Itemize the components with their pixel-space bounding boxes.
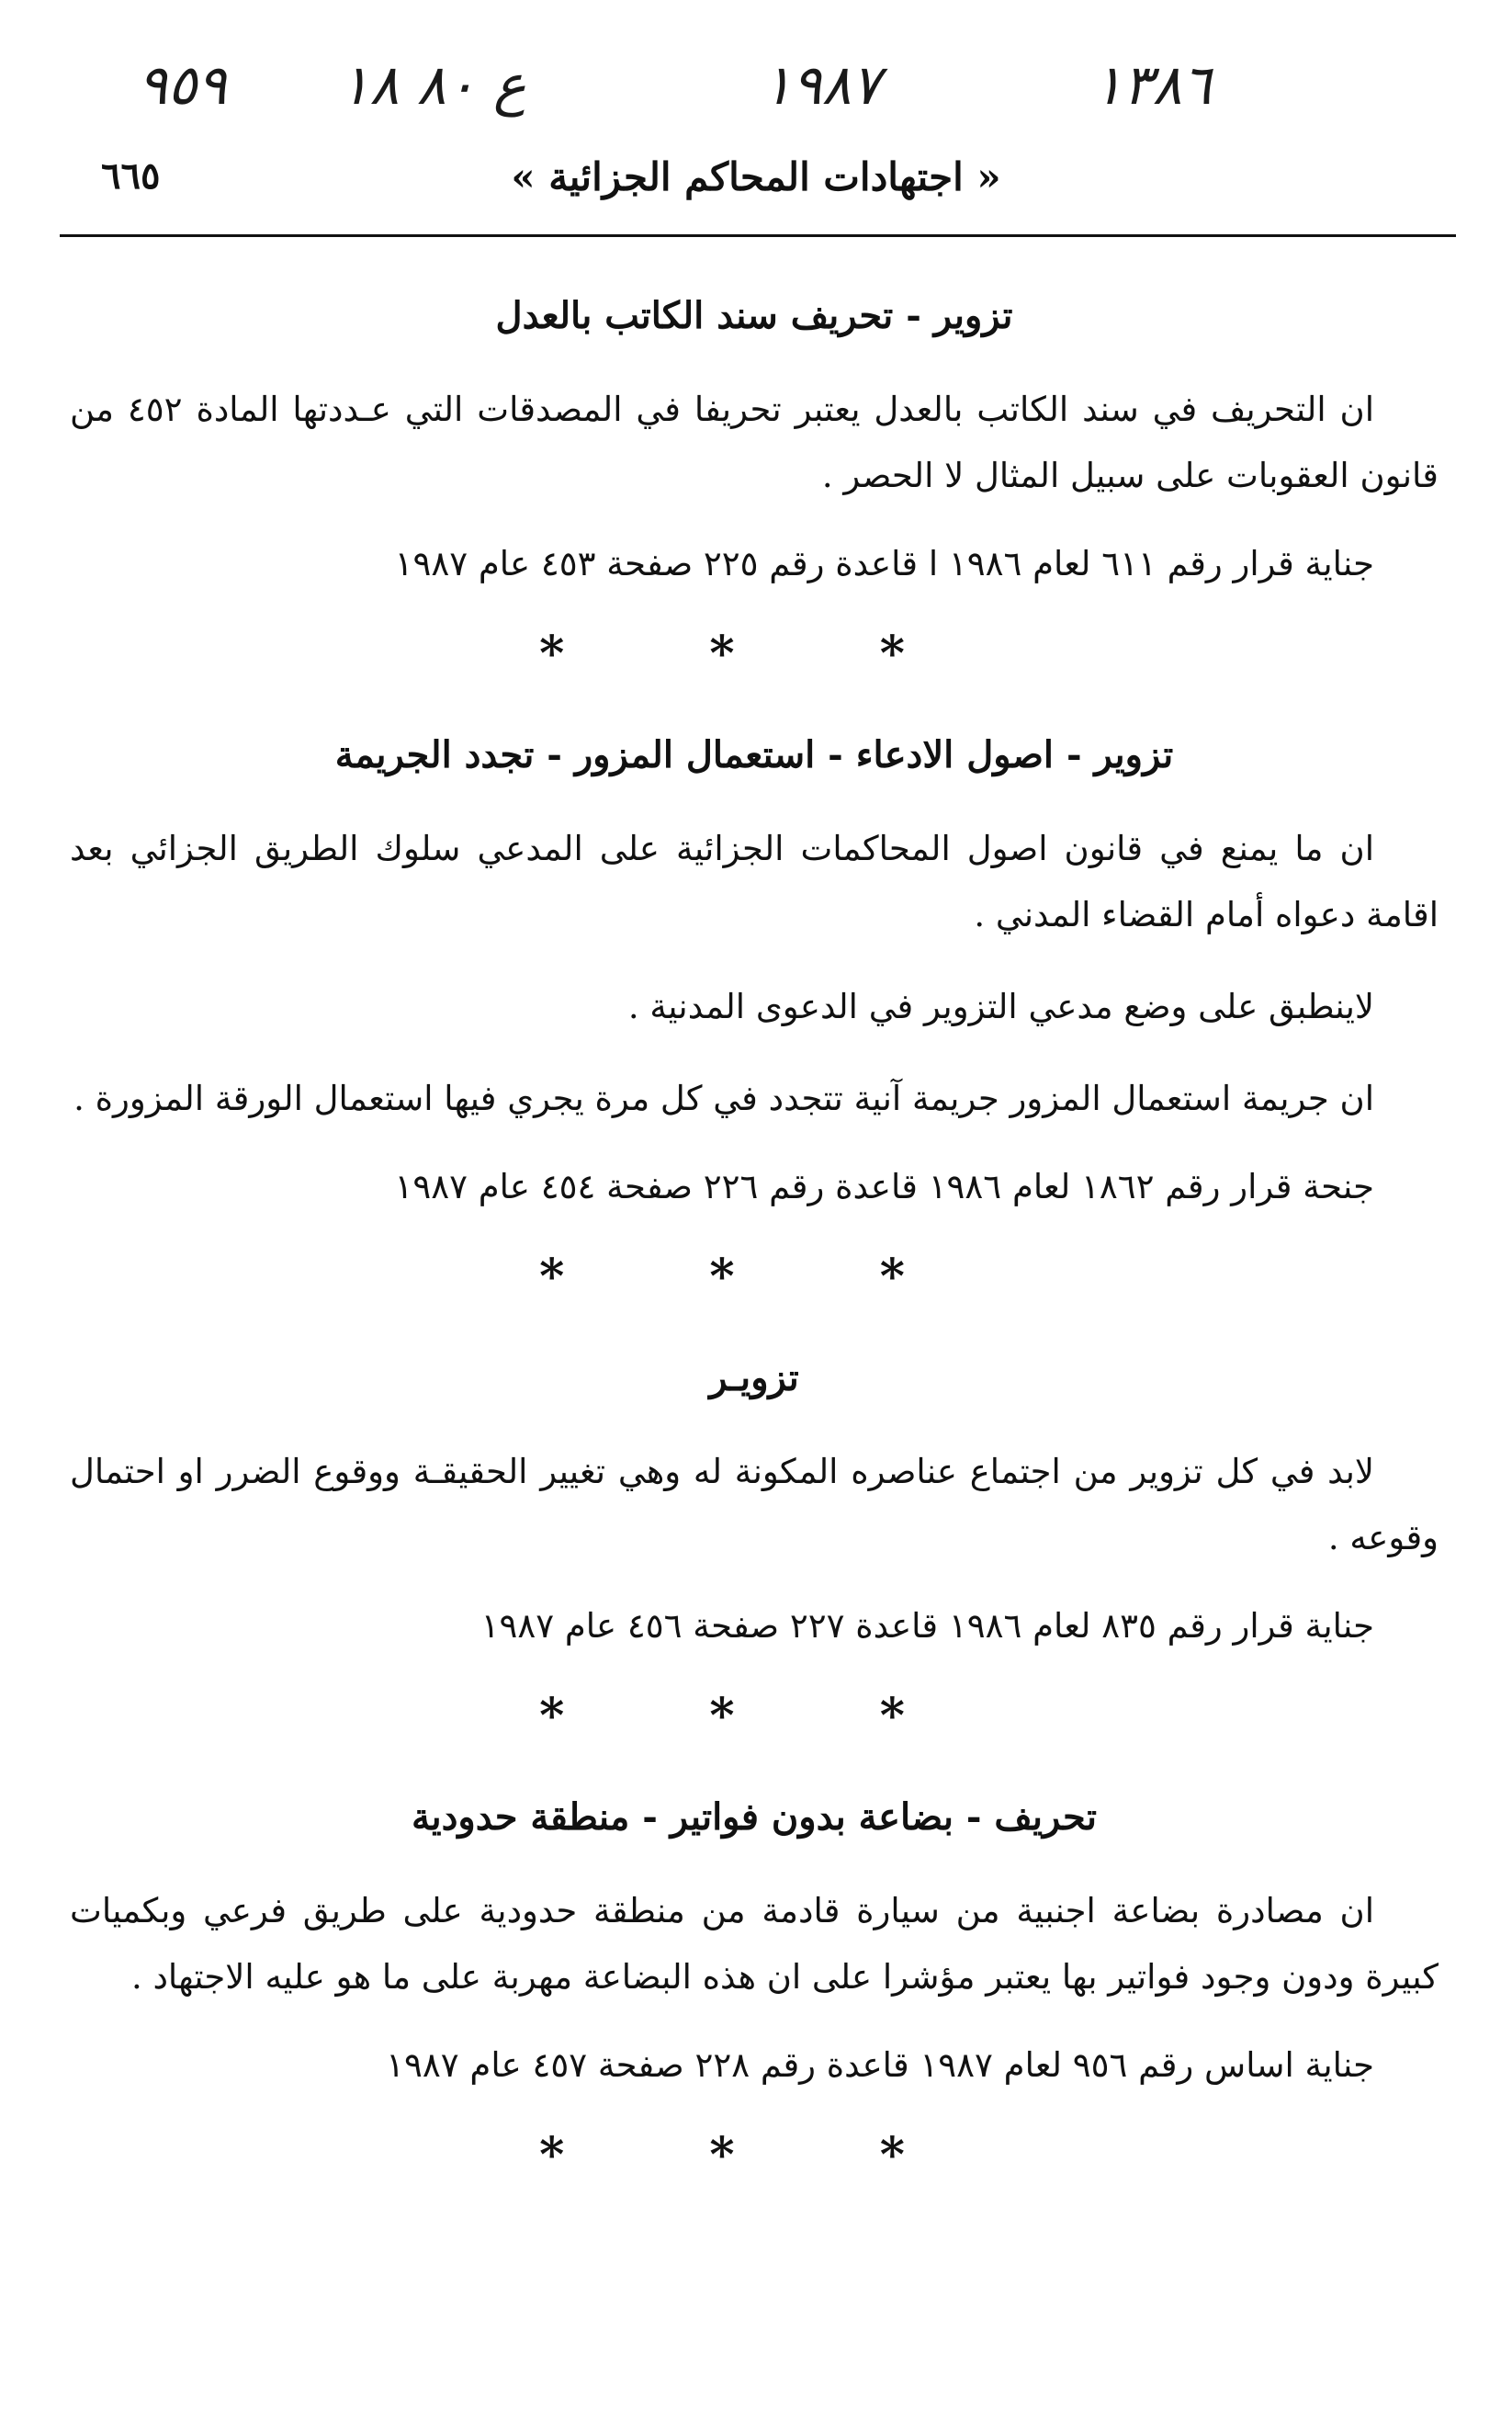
running-title: « اجتهادات المحاكم الجزائية » <box>511 154 1001 199</box>
section-separator: * * * <box>539 2127 969 2183</box>
section-heading: تزوير - تحريف سند الكاتب بالعدل <box>495 294 1013 337</box>
section-separator: * * * <box>539 626 969 682</box>
page-number: ٦٦٥ <box>101 154 161 198</box>
ruling-section <box>70 1351 1439 1744</box>
case-reference: جناية قرار رقم ٨٣٥ لعام ١٩٨٦ قاعدة ٢٢٧ صفحة ٤٥٦ عام ١٩٨٧ <box>480 1606 1374 1646</box>
handwritten-year: ١٩٨٧ <box>762 53 881 118</box>
section-heading: تحريف - بضاعة بدون فواتير - منطقة حدودية <box>412 1795 1097 1839</box>
header-rule <box>60 234 1456 237</box>
ruling-paragraph: لابد في كل تزوير من اجتماع عناصره المكونة له وهي تغيير الحقيقـة ووقوع الضرر او احتمال وقوعه . <box>70 1452 1439 1557</box>
section-separator: * * * <box>539 1688 969 1744</box>
ruling-section <box>70 289 1439 682</box>
ruling-paragraph: ان جريمة استعمال المزور جريمة آنية تتجدد في كل مرة يجري فيها استعمال الورقة المزورة . <box>73 1079 1374 1118</box>
ruling-section <box>70 1790 1439 2183</box>
ruling-paragraph: ان التحريف في سند الكاتب بالعدل يعتبر تحريفا في المصدقات التي عـددتها المادة ٤٥٢ من قانون العقوبات على سبيل المثال لا الحصر . <box>70 390 1439 495</box>
handwritten-number-a: ١٣٨٦ <box>1093 53 1212 118</box>
ruling-paragraph: لاينطبق على وضع مدعي التزوير في الدعوى المدنية . <box>627 987 1374 1026</box>
ruling-paragraph: ان ما يمنع في قانون اصول المحاكمات الجزائية على المدعي سلوك الطريق الجزائي بعد اقامة دعواه أمام القضاء المدني . <box>70 829 1439 934</box>
document-body <box>70 276 1439 2229</box>
case-reference: جناية اساس رقم ٩٥٦ لعام ١٩٨٧ قاعدة رقم ٢٢٨ صفحة ٤٥٧ عام ١٩٨٧ <box>386 2045 1374 2085</box>
handwritten-number-b: ٩٥٩ <box>138 53 227 118</box>
section-heading: تزوير - اصول الادعاء - استعمال المزور - تجدد الجريمة <box>334 733 1174 776</box>
section-heading: تزويـر <box>709 1356 799 1399</box>
case-reference: جناية قرار رقم ٦١١ لعام ١٩٨٦ ا قاعدة رقم ٢٢٥ صفحة ٤٥٣ عام ١٩٨٧ <box>394 544 1374 583</box>
ruling-paragraph: ان مصادرة بضاعة اجنبية من سيارة قادمة من منطقة حدودية على طريق فرعي وبكميات كبيرة ودون وجود فواتير بها يعتبر مؤشرا على ان هذه البضاعة مهربة على ما هو عليه الاجتهاد . <box>70 1891 1439 1997</box>
case-reference: جنحة قرار رقم ١٨٦٢ لعام ١٩٨٦ قاعدة رقم ٢٢٦ صفحة ٤٥٤ عام ١٩٨٧ <box>394 1167 1374 1206</box>
running-header <box>0 154 1512 219</box>
section-separator: * * * <box>539 1249 969 1305</box>
ruling-section <box>70 728 1439 1305</box>
handwritten-code: ع ٨٠ ١٨ <box>340 53 526 118</box>
